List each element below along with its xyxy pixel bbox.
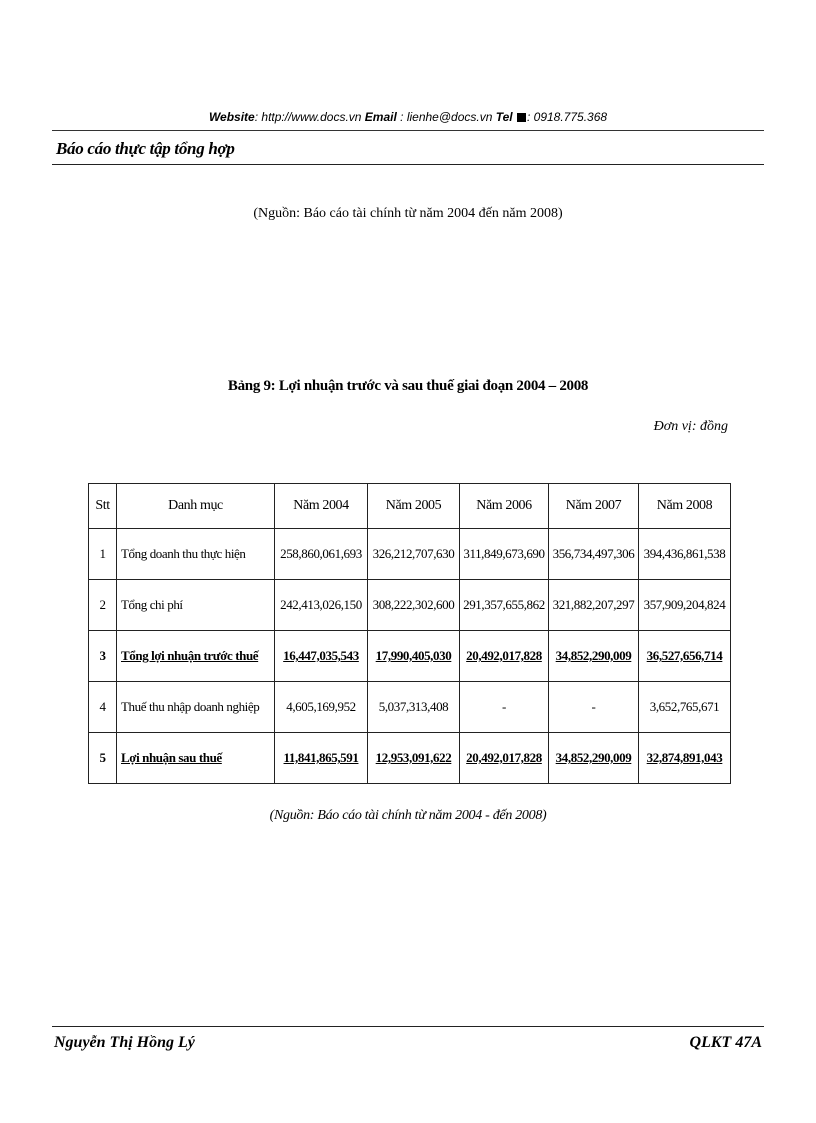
row-name-cell xyxy=(117,733,275,784)
cell-value: 326,212,707,630 xyxy=(368,529,460,580)
row-stt: 2 xyxy=(89,580,117,631)
cell-value: 20,492,017,828 xyxy=(460,733,549,784)
email-value[interactable]: : lienhe@docs.vn xyxy=(400,110,493,124)
cell-value: 17,990,405,030 xyxy=(368,631,460,682)
footer-class: QLKT 47A xyxy=(689,1034,762,1051)
tel-value: : 0918.775.368 xyxy=(526,110,608,124)
row-name: Tổng lợi nhuận trước thuế xyxy=(121,648,259,663)
cell-value: 20,492,017,828 xyxy=(460,631,549,682)
cell-value: 394,436,861,538 xyxy=(639,529,731,580)
cell-value: 32,874,891,043 xyxy=(639,733,731,784)
row-name: Tổng chi phí xyxy=(117,580,275,631)
cell-value: 357,909,204,824 xyxy=(639,580,731,631)
tel-label: Tel xyxy=(495,110,513,124)
row-stt: 1 xyxy=(89,529,117,580)
cell-value: 258,860,061,693 xyxy=(275,529,368,580)
header-year-2005: Năm 2005 xyxy=(368,484,460,529)
table-row xyxy=(89,733,731,784)
document-header-title: Báo cáo thực tập tổng hợp xyxy=(56,139,235,158)
header-year-2008: Năm 2008 xyxy=(639,484,731,529)
table-header-row xyxy=(89,484,731,529)
cell-value: 16,447,035,543 xyxy=(275,631,368,682)
website-line xyxy=(0,110,816,124)
unit-label: Đơn vị: đồng xyxy=(653,419,728,434)
phone-icon xyxy=(517,113,526,122)
cell-value: - xyxy=(460,682,549,733)
header-divider xyxy=(52,164,764,165)
row-stt: 4 xyxy=(89,682,117,733)
cell-value: 311,849,673,690 xyxy=(460,529,549,580)
cell-value: 36,527,656,714 xyxy=(639,631,731,682)
cell-value: 308,222,302,600 xyxy=(368,580,460,631)
cell-value: 34,852,290,009 xyxy=(549,631,639,682)
table-title: Bảng 9: Lợi nhuận trước và sau thuế giai đoạn 2004 – 2008 xyxy=(227,378,589,394)
row-stt: 3 xyxy=(89,631,117,682)
cell-value: 4,605,169,952 xyxy=(275,682,368,733)
row-name: Lợi nhuận sau thuế xyxy=(121,750,222,765)
website-label: Website xyxy=(208,110,255,124)
cell-value: - xyxy=(549,682,639,733)
table-row xyxy=(89,682,731,733)
cell-value: 3,652,765,671 xyxy=(639,682,731,733)
footer-divider xyxy=(52,1026,764,1027)
source-note-top: (Nguồn: Báo cáo tài chính từ năm 2004 đến năm 2008) xyxy=(253,206,563,221)
cell-value: 356,734,497,306 xyxy=(549,529,639,580)
cell-value: 242,413,026,150 xyxy=(275,580,368,631)
top-divider xyxy=(52,130,764,131)
row-name: Tổng doanh thu thực hiện xyxy=(117,529,275,580)
source-note-bottom: (Nguồn: Báo cáo tài chính từ năm 2004 - đến 2008) xyxy=(269,808,547,823)
row-name: Thuế thu nhập doanh nghiệp xyxy=(117,682,275,733)
cell-value: 12,953,091,622 xyxy=(368,733,460,784)
header-year-2006: Năm 2006 xyxy=(460,484,549,529)
email-label: Email xyxy=(364,110,397,124)
cell-value: 34,852,290,009 xyxy=(549,733,639,784)
profit-table xyxy=(88,483,731,784)
website-value[interactable]: : http://www.docs.vn xyxy=(254,110,362,124)
header-category: Danh mục xyxy=(117,484,275,529)
footer-author: Nguyễn Thị Hồng Lý xyxy=(54,1034,195,1051)
header-year-2004: Năm 2004 xyxy=(275,484,368,529)
cell-value: 321,882,207,297 xyxy=(549,580,639,631)
table-row xyxy=(89,631,731,682)
table-row xyxy=(89,580,731,631)
header-stt: Stt xyxy=(89,484,117,529)
table-row xyxy=(89,529,731,580)
cell-value: 5,037,313,408 xyxy=(368,682,460,733)
cell-value: 291,357,655,862 xyxy=(460,580,549,631)
row-stt: 5 xyxy=(89,733,117,784)
cell-value: 11,841,865,591 xyxy=(275,733,368,784)
row-name-cell xyxy=(117,631,275,682)
header-year-2007: Năm 2007 xyxy=(549,484,639,529)
